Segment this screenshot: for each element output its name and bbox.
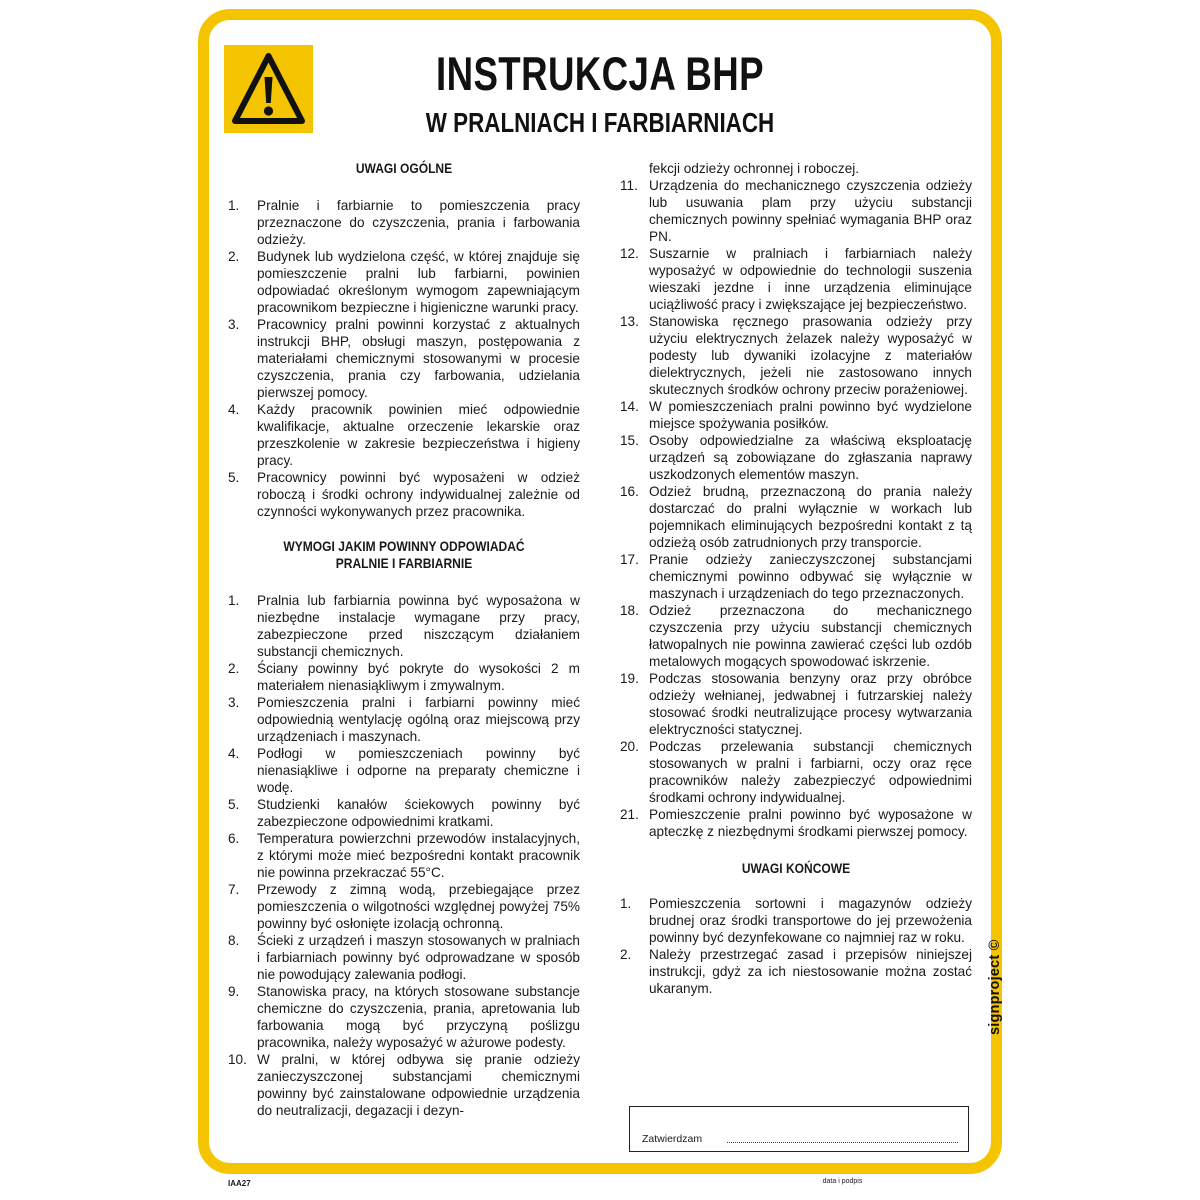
list-item: 2. Ściany powinny być pokryte do wysokości 2 m materiałem nienasiąkliwym i zmywalnym. — [228, 661, 580, 693]
list-item: 5. Studzienki kanałów ściekowych powinny być zabezpieczone odpowiednimi kratkami. — [228, 797, 580, 829]
list-item: 13. Stanowiska ręcznego prasowania odzieży przy użyciu elektrycznych żelazek należy wyposażyć w podesty lub dywaniki izolacyjne z materiałów dielektrycznych, jeżeli nie zastosowano innych skutecznych środków ochrony przeciw porażeniowej. — [620, 314, 972, 397]
page-title: INSTRUKCJA BHP — [436, 47, 764, 100]
final-list — [620, 895, 972, 997]
warning-sign — [224, 45, 313, 133]
list-item: 18. Odzież przeznaczona do mechanicznego czyszczenia przy użyciu substancji chemicznych łatwopalnych nie powinna zawierać części lub ozdób metalowych mogących spowodować iskrzenie. — [620, 603, 972, 669]
warning-triangle-icon — [224, 45, 313, 133]
list-item: 1. Pralnia lub farbiarnia powinna być wyposażona w niezbędne instalacje wymagane przy pracy, zabezpieczone przed niszczącym działaniem substancji chemicznych. — [228, 593, 580, 659]
list-item: 3. Pracownicy pralni powinni korzystać z aktualnych instrukcji BHP, obsługi maszyn, postępowania z materiałami chemicznymi stosowanymi w procesie czyszczenia, prania czy farbowania, udzielania pierwszej pomocy. — [228, 317, 580, 400]
list-item: 11. Urządzenia do mechanicznego czyszczenia odzieży lub usuwania plam przy użyciu substancji chemicznych powinny spełniać wymagania BHP oraz PN. — [620, 178, 972, 244]
signature-line — [727, 1142, 958, 1185]
requirements-list-continued — [620, 177, 972, 840]
general-list — [228, 197, 580, 520]
list-item: 4. Podłogi w pomieszczeniach powinny być nienasiąkliwe i odporne na preparaty chemiczne i wodę. — [228, 746, 580, 795]
left-column — [228, 160, 580, 1119]
list-item: 1. Pralnie i farbiarnie to pomieszczenia pracy przeznaczone do czyszczenia, prania i farbowania odzieży. — [228, 198, 580, 247]
section-title-general: UWAGI OGÓLNE — [355, 160, 453, 176]
page-subtitle: W PRALNIACH I FARBIARNIACH — [425, 107, 775, 138]
signature-label: Zatwierdzam — [642, 1133, 703, 1145]
list-item: 17. Pranie odzieży zanieczyszczonej substancjami chemicznymi powinno odbywać się wyłącznie w maszynach i urządzeniach do tego przeznaczonych. — [620, 552, 972, 601]
section-title-final: UWAGI KOŃCOWE — [741, 860, 851, 876]
list-item: 12. Suszarnie w pralniach i farbiarniach należy wyposażyć w odpowiednie do technologii suszenia wieszaki jezdne i inne urządzenia eliminujące uciążliwość pracy i zwiększające jej bezpieczeństwo. — [620, 246, 972, 312]
list-item: 3. Pomieszczenia pralni i farbiarni powinny mieć odpowiednią wentylację ogólną oraz miejscową przy urządzeniach i maszynach. — [228, 695, 580, 744]
list-item: 16. Odzież brudną, przeznaczoną do prania należy dostarczać do pralni wyłącznie w workach lub pojemnikach eliminujących bezpośredni kontakt z tą odzieżą osób zatrudnionych przy transporcie. — [620, 484, 972, 550]
list-item: 15. Osoby odpowiedzialne za właściwą eksploatację urządzeń są zobowiązane do zgłaszania naprawy uszkodzonych elementów maszyn. — [620, 433, 972, 482]
list-item: 21. Pomieszczenie pralni powinno być wyposażone w apteczkę z niezbędnymi środkami pierwszej pomocy. — [620, 807, 972, 839]
section-title-requirements: WYMOGI JAKIM POWINNY ODPOWIADAĆ PRALNIE I FARBIARNIE — [283, 538, 525, 571]
list-item: 8. Ścieki z urządzeń i maszyn stosowanych w pralniach i farbiarniach powinny być odprowadzane w sposób nie powodujący zalewania podłogi. — [228, 933, 580, 982]
list-item: 6. Temperatura powierzchni przewodów instalacyjnych, z którymi może mieć bezpośredni kontakt pracownik nie powinna przekraczać 55°C. — [228, 831, 580, 880]
list-item: 5. Pracownicy powinni być wyposażeni w odzież roboczą i środki ochrony indywidualnej zależnie od czynności wykonywanych przez pracownika. — [228, 470, 580, 519]
list-item: 9. Stanowiska pracy, na których stosowane substancje chemiczne do czyszczenia, prania, apretowania lub farbowania mogą być przyczyną poślizgu pracownika, należy wyposażyć w ażurowe podesty. — [228, 984, 580, 1050]
right-column — [620, 160, 972, 997]
list-item: 2. Budynek lub wydzielona część, w której znajduje się pomieszczenie pralni lub farbiarni, powinien odpowiadać określonym wymogom zapewniającym pracownikom bezpieczne i higieniczne warunki pracy. — [228, 249, 580, 315]
list-item: 19. Podczas stosowania benzyny oraz przy obróbce odzieży wełnianej, jedwabnej i futrzarskiej należy stosować środki neutralizujące procesy wytwarzania elektryczności statycznej. — [620, 671, 972, 737]
signature-box[interactable] — [629, 1106, 969, 1185]
list-item: 10. W pralni, w której odbywa się pranie odzieży zanieczyszczonej substancjami chemicznymi powinny być zainstalowane odpowiednie urządzenia do neutralizacji, degazacji i dezyn- — [228, 1052, 580, 1118]
signature-sublabel: data i podpis — [822, 1178, 863, 1185]
list-item: 1. Pomieszczenia sortowni i magazynów odzieży brudnej oraz środki transportowe do jej przewożenia powinny być dezynfekowane co najmniej raz w roku. — [620, 896, 972, 945]
list-item: 7. Przewody z zimną wodą, przebiegające przez pomieszczenia o wilgotności względnej powyżej 75% powinny być osłonięte izolacją ochronną. — [228, 882, 580, 931]
list-item: 2. Należy przestrzegać zasad i przepisów niniejszej instrukcji, gdyż za ich niestosowanie można zostać ukaranym. — [620, 947, 972, 996]
list-item: 20. Podczas przelewania substancji chemicznych stosowanych w pralni i farbiarni, oczy oraz ręce pracowników należy zabezpieczyć odpowiednimi środkami ochrony indywidualnej. — [620, 739, 972, 805]
product-code: IAA27 — [228, 1179, 251, 1188]
requirements-list — [228, 592, 580, 1119]
list-item: 4. Każdy pracownik powinien mieć odpowiednie kwalifikacje, aktualne orzeczenie lekarskie oraz przeszkolenie w zakresie bezpieczeństwa i higieny pracy. — [228, 402, 580, 468]
list-item: 14. W pomieszczeniach pralni powinno być wydzielone miejsce spożywania posiłków. — [620, 399, 972, 431]
brand-mark: signproject © — [987, 939, 1003, 1035]
list-item-continuation: fekcji odzieży ochronnej i roboczej. — [649, 161, 860, 176]
